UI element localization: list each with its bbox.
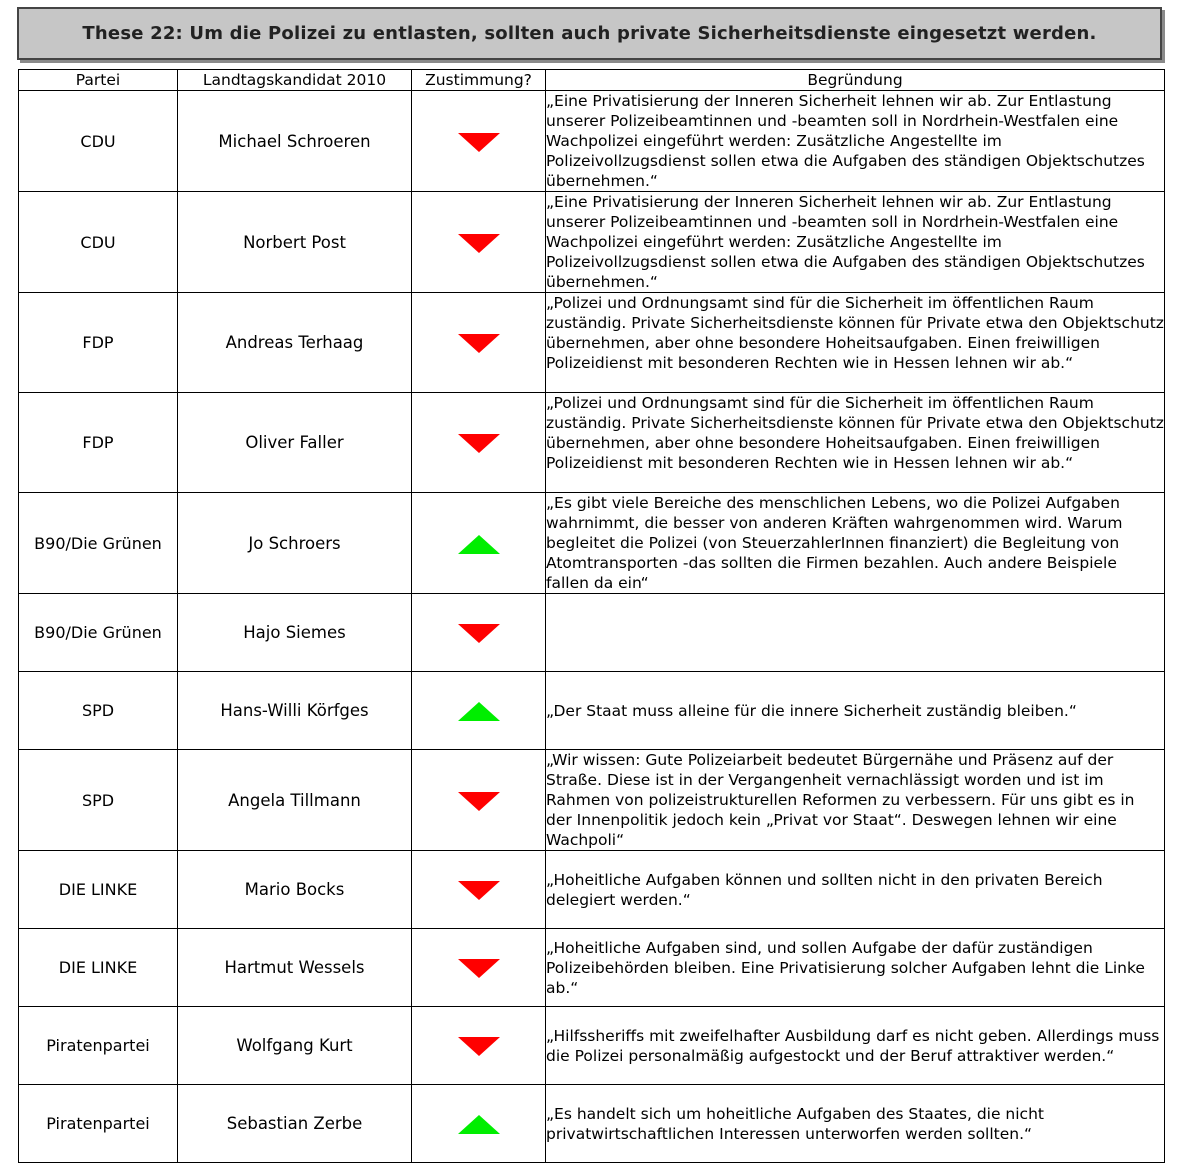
agreement-cell (412, 1007, 546, 1085)
table-row (19, 1085, 1165, 1163)
red-down-triangle-icon (458, 133, 500, 152)
red-down-triangle-icon (458, 1037, 500, 1056)
green-up-triangle-icon (458, 702, 500, 721)
agreement-cell (412, 293, 546, 393)
table-row (19, 393, 1165, 493)
agreement-cell (412, 672, 546, 750)
candidate-cell: Angela Tillmann (178, 750, 412, 851)
reason-cell: „Wir wissen: Gute Polizeiarbeit bedeutet Bürgernähe und Präsenz auf der Straße. Diese ist in der Vergangenheit vernachlässigt worden und ist im Rahmen von polizeistrukturellen Reformen zu verbessern. Für uns gibt es in der Innenpolitik jedoch kein „Privat vor Staat“. Deswegen lehnen wir eine Wachpoli“ (546, 750, 1165, 851)
candidate-cell: Mario Bocks (178, 851, 412, 929)
agreement-cell (412, 393, 546, 493)
candidate-cell: Jo Schroers (178, 493, 412, 594)
agreement-cell (412, 91, 546, 192)
candidate-cell: Hajo Siemes (178, 594, 412, 672)
reason-cell: „Hilfssheriffs mit zweifelhafter Ausbildung darf es nicht geben. Allerdings muss die Polizei personalmäßig aufgestockt und der Beruf attraktiver werden.“ (546, 1007, 1165, 1085)
column-header-party: Partei (19, 70, 178, 91)
table-row (19, 851, 1165, 929)
party-cell: SPD (19, 750, 178, 851)
reason-cell (546, 594, 1165, 672)
party-cell: CDU (19, 91, 178, 192)
party-cell: FDP (19, 393, 178, 493)
page-title: These 22: Um die Polizei zu entlasten, sollten auch private Sicherheitsdienste eingesetzt werden. (82, 23, 1097, 44)
column-header-agreement: Zustimmung? (412, 70, 546, 91)
reason-cell: „Es gibt viele Bereiche des menschlichen Lebens, wo die Polizei Aufgaben wahrnimmt, die besser von anderen Kräften wahrgenommen wird. Warum begleitet die Polizei (von SteuerzahlerInnen finanziert) die Begleitung von Atomtransporten -das sollten die Firmen bezahlen. Auch andere Beispiele fallen da ein“ (546, 493, 1165, 594)
reason-cell: „Eine Privatisierung der Inneren Sicherheit lehnen wir ab. Zur Entlastung unserer Polizeibeamtinnen und -beamten soll in Nordrhein-Westfalen eine Wachpolizei eingeführt werden: Zusätzliche Angestellte im Polizeivollzugsdienst sollen etwa die Aufgaben des ständigen Objektschutzes übernehmen.“ (546, 91, 1165, 192)
reason-cell: „Hoheitliche Aufgaben können und sollten nicht in den privaten Bereich delegiert werden.“ (546, 851, 1165, 929)
party-cell: DIE LINKE (19, 851, 178, 929)
agreement-cell (412, 594, 546, 672)
red-down-triangle-icon (458, 792, 500, 811)
agreement-cell (412, 851, 546, 929)
red-down-triangle-icon (458, 234, 500, 253)
candidates-table (18, 69, 1165, 1163)
table-row (19, 1007, 1165, 1085)
reason-cell: „Polizei und Ordnungsamt sind für die Sicherheit im öffentlichen Raum zuständig. Private Sicherheitsdienste können für Private etwa den Objektschutz übernehmen, aber ohne besondere Hoheitsaufgaben. Einen freiwilligen Polizeidienst mit besonderen Rechten wie in Hessen lehnen wir ab.“ (546, 293, 1165, 393)
column-header-reason: Begründung (546, 70, 1165, 91)
agreement-cell (412, 493, 546, 594)
table-row (19, 750, 1165, 851)
party-cell: DIE LINKE (19, 929, 178, 1007)
table-row (19, 672, 1165, 750)
green-up-triangle-icon (458, 535, 500, 554)
party-cell: B90/Die Grünen (19, 493, 178, 594)
table-header-row (19, 70, 1165, 91)
candidate-cell: Wolfgang Kurt (178, 1007, 412, 1085)
red-down-triangle-icon (458, 434, 500, 453)
title-box (17, 7, 1162, 60)
agreement-cell (412, 192, 546, 293)
party-cell: SPD (19, 672, 178, 750)
red-down-triangle-icon (458, 334, 500, 353)
column-header-candidate: Landtagskandidat 2010 (178, 70, 412, 91)
table-row (19, 192, 1165, 293)
candidate-cell: Oliver Faller (178, 393, 412, 493)
reason-cell: „Der Staat muss alleine für die innere Sicherheit zuständig bleiben.“ (546, 672, 1165, 750)
table-row (19, 929, 1165, 1007)
table-row (19, 594, 1165, 672)
red-down-triangle-icon (458, 959, 500, 978)
table-row (19, 91, 1165, 192)
party-cell: CDU (19, 192, 178, 293)
party-cell: Piratenpartei (19, 1085, 178, 1163)
candidate-cell: Norbert Post (178, 192, 412, 293)
red-down-triangle-icon (458, 624, 500, 643)
agreement-cell (412, 750, 546, 851)
candidate-cell: Sebastian Zerbe (178, 1085, 412, 1163)
agreement-cell (412, 1085, 546, 1163)
agreement-cell (412, 929, 546, 1007)
table-row (19, 493, 1165, 594)
candidate-cell: Michael Schroeren (178, 91, 412, 192)
candidate-cell: Hans-Willi Körfges (178, 672, 412, 750)
reason-cell: „Es handelt sich um hoheitliche Aufgaben des Staates, die nicht privatwirtschaftlichen Interessen unterworfen werden sollten.“ (546, 1085, 1165, 1163)
candidate-cell: Hartmut Wessels (178, 929, 412, 1007)
party-cell: FDP (19, 293, 178, 393)
reason-cell: „Polizei und Ordnungsamt sind für die Sicherheit im öffentlichen Raum zuständig. Private Sicherheitsdienste können für Private etwa den Objektschutz übernehmen, aber ohne besondere Hoheitsaufgaben. Einen freiwilligen Polizeidienst mit besonderen Rechten wie in Hessen lehnen wir ab.“ (546, 393, 1165, 493)
party-cell: Piratenpartei (19, 1007, 178, 1085)
red-down-triangle-icon (458, 881, 500, 900)
candidate-cell: Andreas Terhaag (178, 293, 412, 393)
reason-cell: „Eine Privatisierung der Inneren Sicherheit lehnen wir ab. Zur Entlastung unserer Polizeibeamtinnen und -beamten soll in Nordrhein-Westfalen eine Wachpolizei eingeführt werden: Zusätzliche Angestellte im Polizeivollzugsdienst sollen etwa die Aufgaben des ständigen Objektschutzes übernehmen.“ (546, 192, 1165, 293)
table-row (19, 293, 1165, 393)
green-up-triangle-icon (458, 1115, 500, 1134)
reason-cell: „Hoheitliche Aufgaben sind, und sollen Aufgabe der dafür zuständigen Polizeibehörden bleiben. Eine Privatisierung solcher Aufgaben lehnt die Linke ab.“ (546, 929, 1165, 1007)
party-cell: B90/Die Grünen (19, 594, 178, 672)
